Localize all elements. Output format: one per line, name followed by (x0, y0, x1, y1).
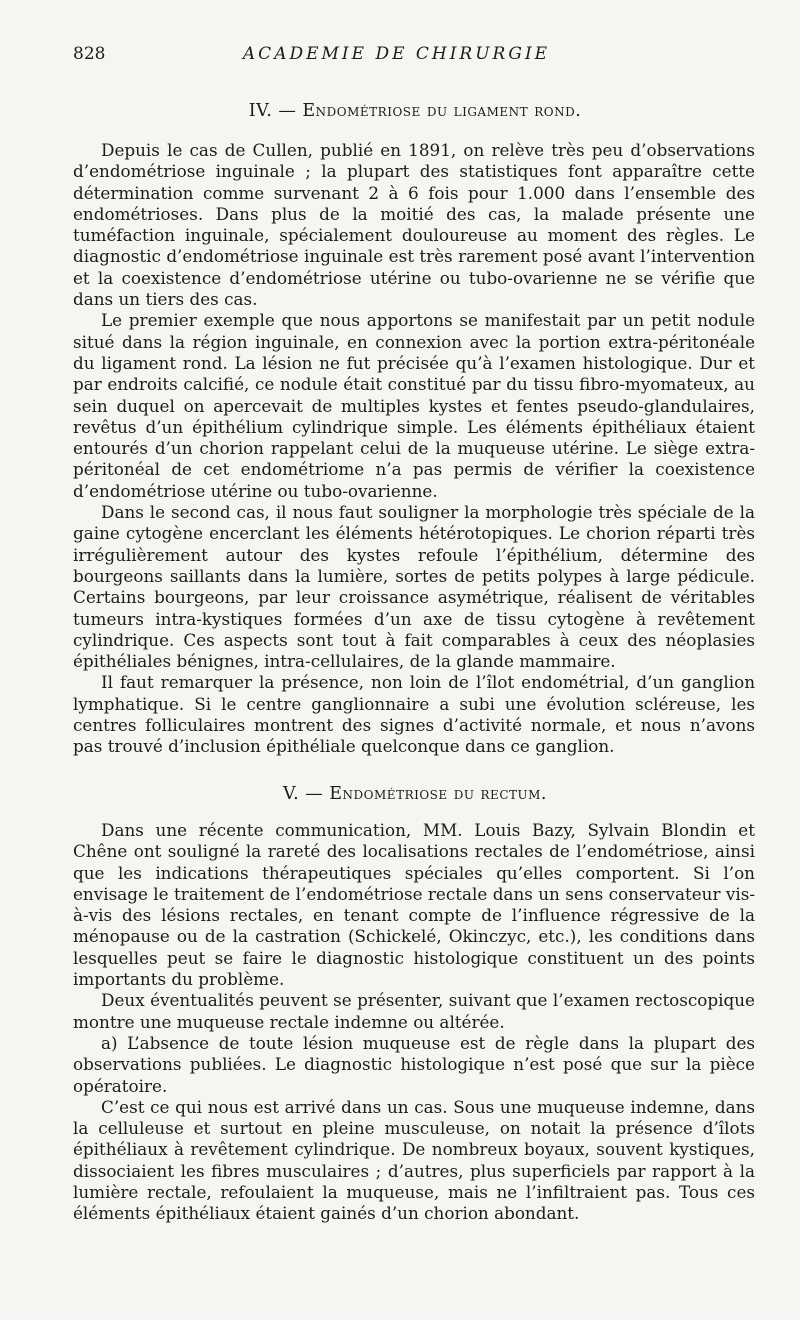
section-body-ligament-rond (73, 140, 755, 758)
page-number: 828 (73, 44, 106, 64)
section-heading-ligament-rond: IV. — Endométriose du ligament rond. (248, 101, 582, 121)
section-body-rectum (73, 820, 755, 1225)
paragraph: Il faut remarquer la présence, non loin de l’îlot endométrial, d’un ganglion lymphatique. Si le centre ganglionnaire a subi une évolution scléreuse, les centres folliculaires montrent des signes d’activité normale, et nous n’avons pas trouvé d’inclusion épithéliale quelconque dans ce ganglion. (73, 672, 755, 757)
page-header (73, 44, 760, 68)
paragraph: Dans une récente communication, MM. Louis Bazy, Sylvain Blondin et Chêne ont souligné la rareté des localisations rectales de l’endométriose, ainsi que les indications thérapeutiques spéciales qu’elles comportent. Si l’on envisage le traitement de l’endométriose rectale dans un sens conservateur vis-à-vis des lésions rectales, en tenant compte de l’influence régressive de la ménopause ou de la castration (Schickelé, Okinczyc, etc.), les conditions dans lesquelles peut se faire le diagnostic histologique constituent un des points importants du problème. (73, 820, 755, 990)
paragraph: Dans le second cas, il nous faut souligner la morphologie très spéciale de la gaine cytogène encerclant les éléments hétérotopiques. Le chorion réparti très irrégulièrement autour des kystes refoule l’épithélium, détermine des bourgeons saillants dans la lumière, sortes de petits polypes à large pédicule. Certains bourgeons, par leur croissance asymétrique, réalisent de véritables tumeurs intra-kystiques formées d’un axe de tissu cytogène à revêtement cylindrique. Ces aspects sont tout à fait comparables à ceux des néoplasies épithéliales bénignes, intra-cellulaires, de la glande mammaire. (73, 502, 755, 672)
paragraph: Depuis le cas de Cullen, publié en 1891, on relève très peu d’observations d’endométriose inguinale ; la plupart des statistiques font apparaître cette détermination comme survenant 2 à 6 fois pour 1.000 dans l’ensemble des endométrioses. Dans plus de la moitié des cas, la malade présente une tuméfaction inguinale, spécialement douloureuse au moment des règles. Le diagnostic d’endométriose inguinale est très rarement posé avant l’intervention et la coexistence d’endométriose utérine ou tubo-ovarienne ne se vérifie que dans un tiers des cas. (73, 140, 755, 310)
running-title: ACADEMIE DE CHIRURGIE (242, 44, 551, 64)
paragraph: C’est ce qui nous est arrivé dans un cas. Sous une muqueuse indemne, dans la celluleuse et surtout en pleine musculeuse, on notait la présence d’îlots épithéliaux à revêtement cylindrique. De nombreux boyaux, souvent kystiques, dissociaient les fibres musculaires ; d’autres, plus superficiels par rapport à la lumière rectale, refoulaient la muqueuse, mais ne l’infiltraient pas. Tous ces éléments épithéliaux étaient gainés d’un chorion abondant. (73, 1096, 755, 1224)
section-heading-rectum: V. — Endométriose du rectum. (283, 784, 547, 804)
paragraph: Deux éventualités peuvent se présenter, suivant que l’examen rectoscopique montre une muqueuse rectale indemne ou altérée. (73, 990, 755, 1032)
paragraph: Le premier exemple que nous apportons se manifestait par un petit nodule situé dans la région inguinale, en connexion avec la portion extra-péritonéale du ligament rond. La lésion ne fut précisée qu’à l’examen histologique. Dur et par endroits calcifié, ce nodule était constitué par du tissu fibro-myomateux, au sein duquel on apercevait de multiples kystes et fentes pseudo-glandulaires, revêtus d’un épithélium cylindrique simple. Les éléments épithéliaux étaient entourés d’un chorion rappelant celui de la muqueuse utérine. Le siège extra-péritonéal de cet endométriome n’a pas permis de vérifier la coexistence d’endométriose utérine ou tubo-ovarienne. (73, 310, 755, 501)
paragraph: a) L’absence de toute lésion muqueuse est de règle dans la plupart des observations publiées. Le diagnostic histologique n’est posé que sur la pièce opératoire. (73, 1032, 755, 1096)
